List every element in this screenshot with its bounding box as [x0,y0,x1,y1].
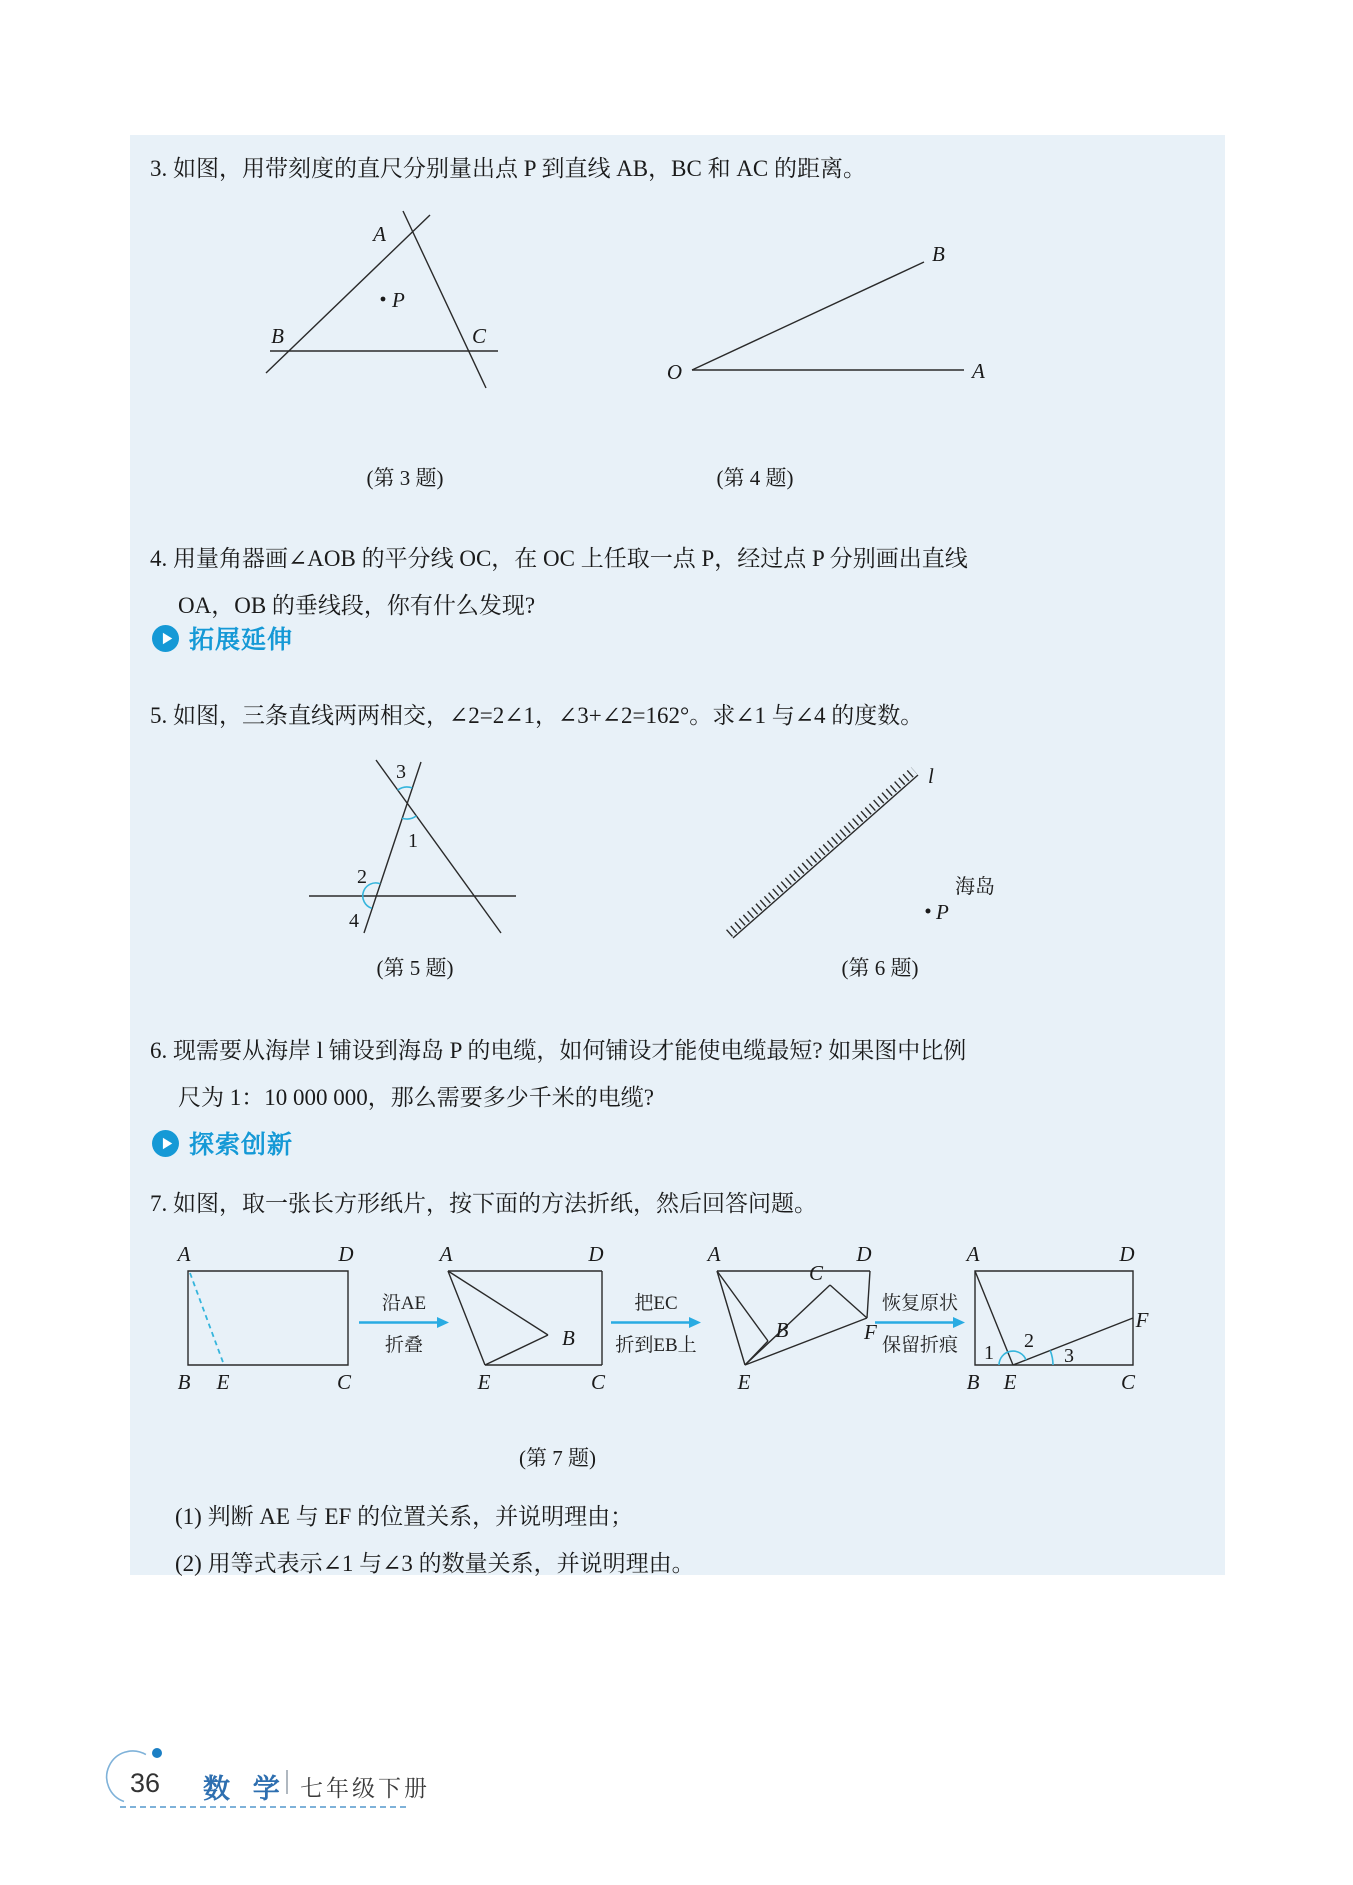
problem-5-text: 5. 如图，三条直线两两相交，∠2=2∠1，∠3+∠2=162°。求∠1 与∠4 的度数。 [150,703,924,728]
play-circle-icon [152,625,179,652]
footer-edition: 七年级下册 [300,1776,430,1801]
section-title: 探索创新 [189,1131,294,1159]
caption-problem-6: (第 6 题) [841,956,919,980]
vertex-label-b: B [775,1318,789,1342]
problem-3-text: 3. 如图，用带刻度的直尺分别量出点 P 到直线 AB，BC 和 AC 的距离。 [150,156,867,181]
vertex-label-c: C [808,1261,824,1285]
angle-label-1: 1 [984,1342,994,1364]
vertex-label-d: D [588,1242,604,1266]
point-label-e: E [737,1370,751,1394]
vertex-label-c: C [472,324,487,348]
section-header-exploration [152,1125,293,1161]
diagram-problem-4 [652,242,997,387]
folded-shape-lines [717,1271,870,1365]
point-label-e: E [1003,1370,1017,1394]
diagram-fold-step4 [962,1243,1162,1398]
fold-arrow-3 [868,1288,972,1357]
caption-problem-5: (第 5 题) [376,956,454,980]
footer-divider [286,1770,288,1794]
arrow-label-top: 沿AE [381,1293,427,1314]
island-label: 海岛 [955,876,995,898]
crease-lines [975,1271,1133,1365]
vertex-label-d: D [856,1242,872,1266]
angle-label-4: 4 [349,910,359,932]
problem-7-text: 7. 如图，取一张长方形纸片，按下面的方法折纸，然后回答问题。 [150,1191,817,1216]
angle-label-3: 3 [1064,1345,1074,1367]
folded-shape-lines [448,1271,602,1365]
play-circle-icon [152,1130,179,1157]
diagram-problem-6 [723,763,1023,953]
angle-label-2: 2 [1024,1330,1034,1352]
vertex-label-b: B [562,1326,575,1350]
point-label-p: P [936,900,949,924]
fold-line-ae [190,1273,224,1365]
diagram-problem-5 [283,745,543,945]
arrow-label-bottom: 折到EB上 [615,1335,697,1356]
vertex-label-b: B [271,324,284,348]
problem-4-line1: 4. 用量角器画∠AOB 的平分线 OC，在 OC 上任取一点 P，经过点 P 分别画出直线 [150,546,968,571]
vertex-label-a: A [177,1242,191,1266]
rectangle-outline [975,1271,1133,1365]
arrow-label-bottom: 折叠 [384,1335,423,1356]
problem-4-line2: OA，OB 的垂线段，你有什么发现? [178,593,536,618]
section-title: 拓展延伸 [189,626,294,654]
rectangle-outline [188,1271,348,1365]
point-p-dot [381,297,386,302]
diagram-fold-step3 [702,1243,882,1398]
problem-6-line2: 尺为 1：10 000 000，那么需要多少千米的电缆? [178,1085,654,1110]
coast-hatching [729,771,914,934]
vertex-label-c: C [336,1370,352,1394]
point-label-f: F [864,1320,877,1344]
vertex-label-c: C [1120,1370,1136,1394]
footer-dashed-line [120,1806,406,1808]
diagram-fold-step1 [148,1243,366,1398]
vertex-label-a: A [373,222,386,246]
vertex-label-d: D [1119,1242,1135,1266]
vertex-label-a: A [439,1242,453,1266]
problem-7-question-1: (1) 判断 AE 与 EF 的位置关系，并说明理由； [175,1504,634,1529]
right-arrow-icon [875,1316,965,1329]
point-label-e: E [216,1370,230,1394]
footer-subject: 数 学 [203,1774,288,1804]
vertex-label-d: D [338,1242,354,1266]
angle-label-2: 2 [357,866,367,888]
arrow-label-top: 把EC [634,1293,678,1314]
point-label-e: E [477,1370,491,1394]
angle-rays [692,262,964,370]
arrow-label-bottom: 保留折痕 [881,1335,958,1356]
island-point-dot [926,909,931,914]
coastline [733,775,918,938]
vertex-label-b: B [966,1370,980,1394]
ray-label-b: B [932,242,945,266]
point-label-p: P [392,288,405,312]
problem-7-question-2: (2) 用等式表示∠1 与∠3 的数量关系，并说明理由。 [175,1551,695,1576]
arrow-label-top: 恢复原状 [881,1293,958,1314]
caption-problem-3: (第 3 题) [366,466,444,490]
vertex-label-o: O [666,360,682,384]
ray-label-a: A [972,359,985,383]
footer-dot-icon [152,1748,162,1758]
problem-6-line1: 6. 现需要从海岸 l 铺设到海岛 P 的电缆，如何铺设才能使电缆最短? 如果图中比例 [150,1038,967,1063]
vertex-label-a: A [707,1242,721,1266]
vertex-label-c: C [590,1370,606,1394]
angle-label-3: 3 [396,761,406,783]
point-label-f: F [1135,1308,1149,1332]
section-header-extension [152,620,293,656]
caption-problem-4: (第 4 题) [716,466,794,490]
vertex-label-b: B [177,1370,191,1394]
diagram-problem-3 [258,203,513,438]
page-number: 36 [130,1768,161,1798]
diagram-fold-step2 [430,1243,610,1398]
line-label-l: l [928,764,934,788]
fold-arrow-2 [604,1288,708,1357]
caption-problem-7: (第 7 题) [519,1446,596,1470]
right-arrow-icon [611,1316,701,1329]
angle-label-1: 1 [408,830,418,852]
vertex-label-a: A [966,1242,980,1266]
